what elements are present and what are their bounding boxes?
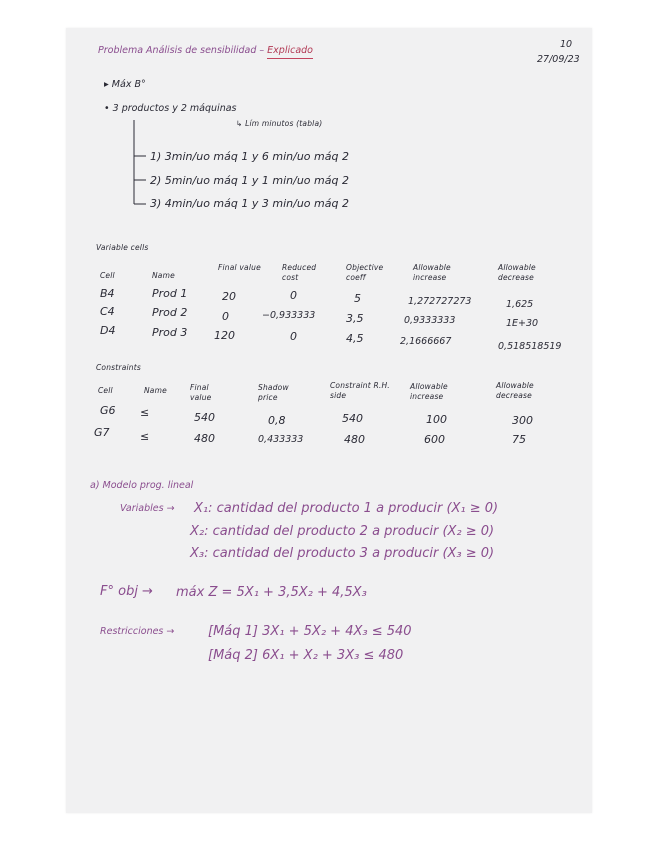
c-decrease: 75 xyxy=(512,433,526,446)
limit-note-text: Lím minutos (tabla) xyxy=(245,119,323,128)
objective-note: ▸ Máx B° xyxy=(104,79,146,90)
c-header-rhs: Constraint R.H. side xyxy=(330,381,390,400)
variable-cells-title: Variable cells xyxy=(96,243,149,252)
variable-x3: X₃: cantidad del producto 3 a producir (X₃ ≥ 0) xyxy=(190,546,495,561)
vc-increase: 2,1666667 xyxy=(400,336,452,347)
c-header-decrease: Allowable decrease xyxy=(496,381,534,400)
vc-final: 20 xyxy=(222,290,236,303)
vc-header-objective: Objective coeff xyxy=(346,263,384,282)
vc-cell: C4 xyxy=(100,305,115,318)
page-title xyxy=(98,46,313,56)
vc-name: Prod 3 xyxy=(152,326,188,339)
vc-increase: 0,9333333 xyxy=(404,315,456,326)
vc-header-increase: Allowable increase xyxy=(413,263,451,282)
c-shadow: 0,433333 xyxy=(258,434,304,445)
vc-increase: 1,272727273 xyxy=(408,296,472,307)
page-title-emphasis: Explicado xyxy=(267,45,313,59)
c-header-cell: Cell xyxy=(98,386,113,395)
c-header-shadow: Shadow price xyxy=(258,383,289,402)
bullet-text: 3 productos y 2 máquinas xyxy=(112,103,237,114)
objective-function: máx Z = 5X₁ + 3,5X₂ + 4,5X₃ xyxy=(176,585,367,600)
vc-objective: 3,5 xyxy=(346,312,364,325)
vc-header-final: Final value xyxy=(218,263,261,272)
product-line-3: 3) 4min/uo máq 1 y 3 min/uo máq 2 xyxy=(150,197,349,210)
vc-objective: 5 xyxy=(354,292,361,305)
vc-final: 0 xyxy=(222,310,229,323)
branch-lines xyxy=(128,118,148,208)
restriction-machine-1: [Máq 1] 3X₁ + 5X₂ + 4X₃ ≤ 540 xyxy=(208,624,412,639)
variable-x2: X₂: cantidad del producto 2 a producir (X₂ ≥ 0) xyxy=(190,524,495,539)
c-cell: G6 xyxy=(100,404,116,417)
c-name: ≤ xyxy=(140,430,150,443)
vc-decrease: 1E+30 xyxy=(506,318,539,329)
c-header-name: Name xyxy=(144,386,167,395)
variables-label: Variables → xyxy=(120,503,175,514)
vc-cell: D4 xyxy=(100,324,116,337)
objective-text: Máx B° xyxy=(111,79,146,90)
page-number: 10 xyxy=(560,39,573,50)
limit-note: ↳ Lím minutos (tabla) xyxy=(236,119,323,128)
vc-final: 120 xyxy=(214,329,235,342)
page-date: 27/09/23 xyxy=(537,54,580,65)
vc-decrease: 1,625 xyxy=(506,299,534,310)
restrictions-label: Restricciones → xyxy=(100,626,175,637)
vc-reduced: 0 xyxy=(290,330,297,343)
c-rhs: 540 xyxy=(342,412,363,425)
c-shadow: 0,8 xyxy=(268,414,286,427)
restriction-machine-2: [Máq 2] 6X₁ + X₂ + 3X₃ ≤ 480 xyxy=(208,648,404,663)
vc-name: Prod 1 xyxy=(152,287,188,300)
vc-name: Prod 2 xyxy=(152,306,188,319)
vc-reduced: 0 xyxy=(290,289,297,302)
c-name: ≤ xyxy=(140,406,150,419)
c-final: 480 xyxy=(194,432,215,445)
c-rhs: 480 xyxy=(344,433,365,446)
constraints-title: Constraints xyxy=(96,363,141,372)
c-cell: G7 xyxy=(94,426,110,439)
product-line-2: 2) 5min/uo máq 1 y 1 min/uo máq 2 xyxy=(150,174,349,187)
c-increase: 100 xyxy=(426,413,447,426)
c-header-increase: Allowable increase xyxy=(410,382,448,401)
vc-header-name: Name xyxy=(152,271,175,280)
c-final: 540 xyxy=(194,411,215,424)
vc-header-cell: Cell xyxy=(100,271,115,280)
section-a-heading: a) Modelo prog. lineal xyxy=(90,480,194,491)
c-increase: 600 xyxy=(424,433,445,446)
c-decrease: 300 xyxy=(512,414,533,427)
page-title-prefix: Problema Análisis de sensibilidad – xyxy=(98,45,265,56)
vc-decrease: 0,518518519 xyxy=(498,341,562,352)
vc-cell: B4 xyxy=(100,287,115,300)
vc-header-reduced: Reduced cost xyxy=(282,263,317,282)
product-line-1: 1) 3min/uo máq 1 y 6 min/uo máq 2 xyxy=(150,150,349,163)
variable-x1: X₁: cantidad del producto 1 a producir (X₁ ≥ 0) xyxy=(194,501,499,516)
bullet-note: • 3 productos y 2 máquinas xyxy=(104,103,237,114)
vc-reduced: −0,933333 xyxy=(262,310,316,321)
c-header-final: Final value xyxy=(190,383,212,402)
vc-header-decrease: Allowable decrease xyxy=(498,263,536,282)
objective-label: F° obj → xyxy=(100,584,153,599)
vc-objective: 4,5 xyxy=(346,332,364,345)
